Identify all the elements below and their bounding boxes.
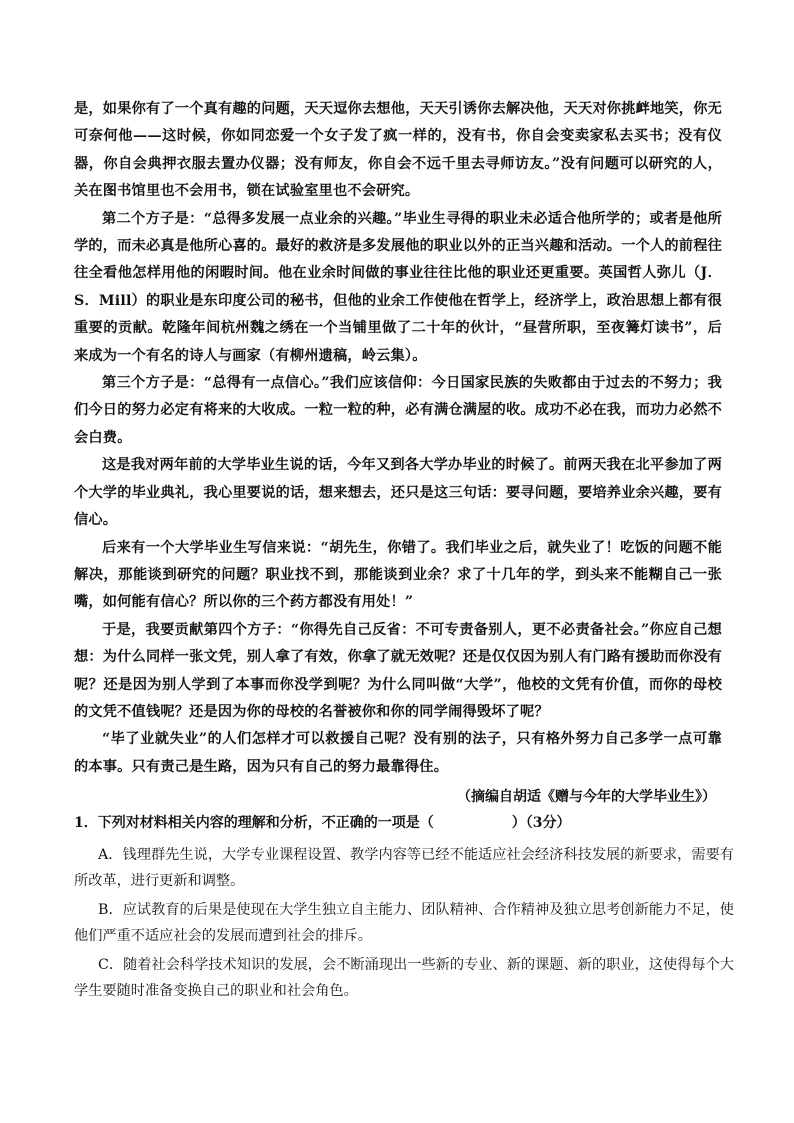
question-1	[74, 813, 734, 833]
passage-paragraph-6: 于是，我要贡献第四个方子：“你得先自己反省：不可专责备别人，更不必责备社会。”你应自己想想：为什么同样一张文凭，别人拿了有效，你拿了就无效呢？还是仅仅因为别人有门路有援助而你没有呢？还是因为别人学到了本事而你没学到呢？为什么同叫做“大学”，他校的文凭有价值，而你的母校的文凭不值钱呢？还是因为你的母校的名誉被你和你的同学闹得毁坏了呢？	[74, 621, 722, 720]
passage-paragraph-7: “毕了业就失业”的人们怎样才可以救援自己呢？没有别的法子，只有格外努力自己多学一点可靠的本事。只有责己是生路，因为只有自己的努力最靠得住。	[74, 731, 722, 775]
passage-paragraph-5: 后来有一个大学毕业生写信来说：“胡先生，你错了。我们毕业之后，就失业了！吃饭的问题不能解决，那能谈到研究的问题？职业找不到，那能谈到业余？求了十几年的学，到头来不能糊自己一张嘴，如何能有信心？所以你的三个药方都没有用处！”	[74, 539, 722, 611]
option-b: B．应试教育的后果是使现在大学生独立自主能力、团队精神、合作精神及独立思考创新能力不足，使他们严重不适应社会的发展而遭到社会的排斥。	[74, 901, 734, 945]
passage-paragraph-3: 第三个方子是：“总得有一点信心。”我们应该信仰：今日国家民族的失败都由于过去的不努力；我们今日的努力必定有将来的大收成。一粒一粒的种，必有满仓满屋的收。成功不必在我，而功力必然不会白费。	[74, 375, 722, 446]
passage-paragraph-2: 第二个方子是：“总得多发展一点业余的兴趣。”毕业生寻得的职业未必适合他所学的；或者是他所学的，而未必真是他所心喜的。最好的救济是多发展他的职业以外的正当兴趣和活动。一个人的前程往往全看他怎样用他的闲暇时间。他在业余时间做的事业往往比他的职业还更重要。英国哲人弥儿（J．S．Mill）的职业是东印度公司的秘书，但他的业余工作使他在哲学上，经济学上，政治思想上都有很重要的贡献。乾隆年间杭州魏之绣在一个当铺里做了二十年的伙计，“昼营所职，至夜篝灯读书”，后来成为一个有名的诗人与画家（有柳州遗稿，岭云集）。	[74, 210, 722, 364]
question-stem	[74, 813, 734, 833]
option-c: C．随着社会科学技术知识的发展，会不断涌现出一些新的专业、新的课题、新的职业，这使得每个大学生要随时准备变换自己的职业和社会角色。	[74, 956, 734, 1000]
passage-source: （摘编自胡适《赠与今年的大学毕业生》）	[457, 789, 716, 805]
passage-paragraph-4: 这是我对两年前的大学毕业生说的话，今年又到各大学办毕业的时候了。前两天我在北平参加了两个大学的毕业典礼，我心里要说的话，想来想去，还只是这三句话：要寻问题，要培养业余兴趣，要有信心。	[74, 457, 722, 529]
question-score: ）（3分）	[511, 815, 571, 831]
reading-passage	[74, 96, 722, 781]
passage-paragraph-1: 是，如果你有了一个真有趣的问题，天天逗你去想他，天天引诱你去解决他，天天对你挑衅地笑，你无可奈何他——这时候，你如同恋爱一个女子发了疯一样的，没有书，你自会变卖家私去买书；没有仪器，你自会典押衣服去置办仪器；没有师友，你自会不远千里去寻师访友。”没有问题可以研究的人，关在图书馆里也不会用书，锁在试验室里也不会研究。	[74, 101, 722, 200]
question-stem-text: 1．下列对材料相关内容的理解和分析，不正确的一项是（	[74, 815, 434, 831]
option-a: A．钱理群先生说，大学专业课程设置、教学内容等已经不能适应社会经济科技发展的新要求，需要有所改革，进行更新和调整。	[74, 847, 734, 890]
question-options	[74, 842, 734, 1006]
